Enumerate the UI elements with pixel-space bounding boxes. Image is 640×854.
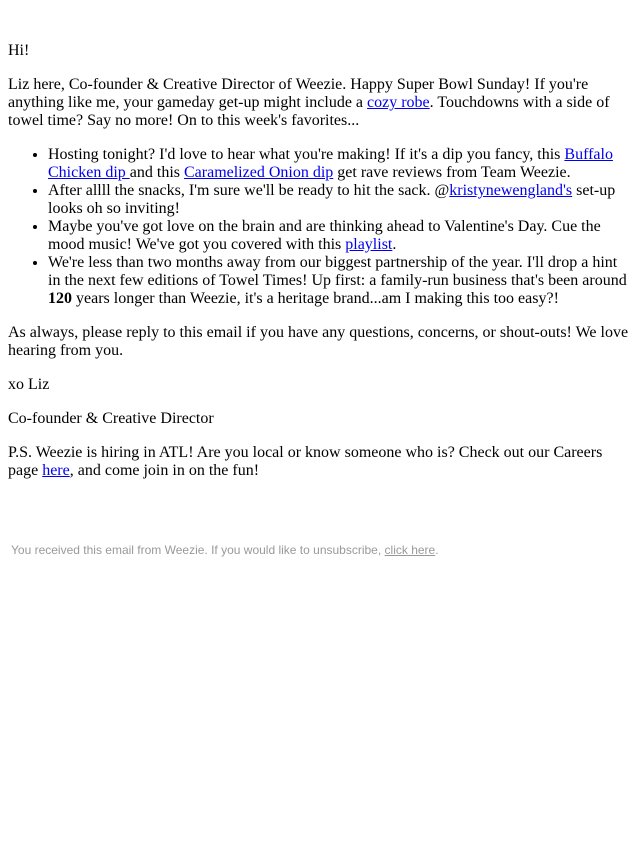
- list-item: [48, 182, 632, 218]
- intro-text: Liz here, Co-founder & Creative Director of Weezie. Happy Super Bowl Sunday! If you're anything like me, your gameday get-up might include a: [8, 76, 589, 111]
- list-item-text: years longer than Weezie, it's a heritage brand...am I making this too easy?!: [72, 290, 559, 307]
- cozy-robe-link[interactable]: cozy robe: [367, 94, 430, 111]
- list-item-text: get rave reviews from Team Weezie.: [333, 164, 571, 181]
- email-footer: [11, 542, 439, 558]
- closing-paragraph: As always, please reply to this email if you have any questions, concerns, or shout-outs! We love hearing from you.: [8, 324, 629, 359]
- signoff: xo Liz: [8, 376, 50, 393]
- footer-text: You received this email from Weezie. If you would like to unsubscribe,: [11, 543, 385, 557]
- list-item-text: and this: [129, 164, 184, 181]
- footer-period: .: [435, 543, 439, 557]
- greeting: Hi!: [8, 42, 30, 59]
- intro-paragraph: [8, 76, 632, 130]
- intro-text-end: . Touchdowns with a side of towel time? Say no more! On to this week's favorites...: [8, 94, 610, 129]
- email-body: [8, 42, 632, 496]
- ps-text: P.S. Weezie is hiring in ATL! Are you local or know someone who is? Check out our Careers page: [8, 444, 603, 479]
- years-highlight: 120: [48, 290, 72, 307]
- unsubscribe-link[interactable]: click here: [384, 543, 436, 557]
- list-item-text: We're less than two months away from our biggest partnership of the year. I'll drop a hint in the next few editions of Towel Times! Up first: a family-run business that's been around: [48, 254, 627, 289]
- buffalo-chicken-dip-link[interactable]: Buffalo Chicken dip: [48, 146, 613, 181]
- list-item-text: Hosting tonight? I'd love to hear what you're making! If it's a dip you fancy, this: [48, 146, 565, 163]
- signature-title: Co-founder & Creative Director: [8, 410, 214, 427]
- kristynewengland-link[interactable]: kristynewengland's: [449, 182, 573, 199]
- careers-link[interactable]: here: [42, 462, 70, 479]
- list-item-text: Maybe you've got love on the brain and are thinking ahead to Valentine's Day. Cue the mood music! We've got you covered with this: [48, 218, 601, 253]
- list-item-text: .: [392, 236, 397, 253]
- playlist-link[interactable]: playlist: [345, 236, 393, 253]
- ps-text-end: , and come join in on the fun!: [69, 462, 260, 479]
- list-item-text: set-up looks oh so inviting!: [48, 182, 616, 217]
- list-item-text: After allll the snacks, I'm sure we'll be ready to hit the sack. @: [48, 182, 450, 199]
- ps-paragraph: [8, 444, 632, 480]
- caramelized-onion-dip-link[interactable]: Caramelized Onion dip: [183, 164, 334, 181]
- favorites-list: [8, 146, 632, 308]
- list-item: [48, 146, 632, 182]
- list-item: [48, 218, 632, 254]
- list-item: [48, 254, 632, 308]
